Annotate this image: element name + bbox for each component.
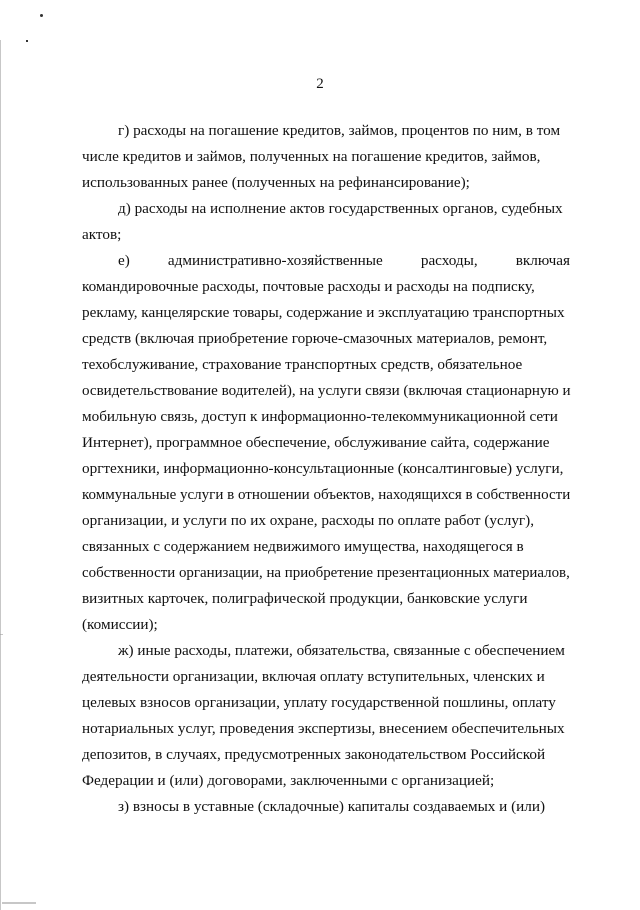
text-line: командировочные расходы, почтовые расходы и расходы на подписку,: [82, 278, 535, 295]
text-line-content: числе кредитов и займов, полученных на погашение кредитов, займов,: [82, 148, 541, 165]
text-line: визитных карточек, полиграфической продукции, банковские услуги: [82, 590, 528, 607]
page-number: 2: [316, 76, 324, 92]
text-line: оргтехники, информационно-консультационные (консалтинговые) услуги,: [82, 460, 564, 477]
text-line: Федерации и (или) договорами, заключенными с организацией;: [82, 772, 495, 789]
text-word: административно-хозяйственные: [167, 252, 383, 269]
text-line: техобслуживание, страхование транспортных средств, обязательное: [82, 356, 523, 373]
text-line: коммунальные услуги в отношении объектов, находящихся в собственности: [82, 487, 571, 503]
text-line: ж) иные расходы, платежи, обязательства, связанные с обеспечением: [118, 642, 565, 659]
text-line: освидетельствование водителей), на услуги связи (включая стационарную и: [82, 383, 571, 399]
text-line: [82, 118, 570, 144]
scan-bottom-mark: [2, 902, 36, 904]
text-line: мобильную связь, доступ к информационно-телекоммуникационной сети: [82, 408, 558, 425]
scan-edge-line: [0, 40, 1, 910]
text-line: организации, и услуги по их охране, расходы по оплате работ (услуг),: [82, 512, 535, 529]
text-word: включая: [515, 252, 570, 269]
text-line: связанных с содержанием недвижимого имущества, находящегося в: [82, 538, 524, 555]
text-line: д) расходы на исполнение актов государственных органов, судебных: [118, 200, 563, 217]
text-line: Интернет), программное обеспечение, обслуживание сайта, содержание: [82, 434, 550, 451]
text-line-content: г) расходы на погашение кредитов, займов, процентов по ним, в том: [118, 122, 561, 139]
text-line: (комиссии);: [82, 616, 158, 633]
text-line: средств (включая приобретение горюче-смазочных материалов, ремонт,: [82, 330, 548, 347]
text-line: з) взносы в уставные (складочные) капиталы создаваемых и (или): [118, 798, 546, 815]
scan-mark-top: [40, 14, 43, 17]
text-word: расходы,: [420, 252, 478, 269]
text-line: целевых взносов организации, уплату государственной пошлины, оплату: [82, 694, 556, 711]
scan-edge-tick: [0, 634, 3, 635]
text-line: использованных ранее (полученных на рефинансирование);: [82, 174, 470, 191]
document-body: [82, 118, 570, 820]
text-line: [82, 144, 570, 170]
text-line: актов;: [82, 226, 122, 243]
text-line: нотариальных услуг, проведения экспертизы, внесением обеспечительных: [82, 720, 565, 737]
text-word: е): [118, 252, 130, 269]
text-line: собственности организации, на приобретение презентационных материалов,: [82, 565, 570, 581]
text-line: рекламу, канцелярские товары, содержание и эксплуатацию транспортных: [82, 304, 565, 321]
text-line-spaced: [82, 248, 570, 274]
text-line: деятельности организации, включая оплату вступительных, членских и: [82, 668, 545, 685]
text-line: депозитов, в случаях, предусмотренных законодательством Российской: [82, 746, 546, 763]
scan-mark-middle: [26, 40, 28, 42]
